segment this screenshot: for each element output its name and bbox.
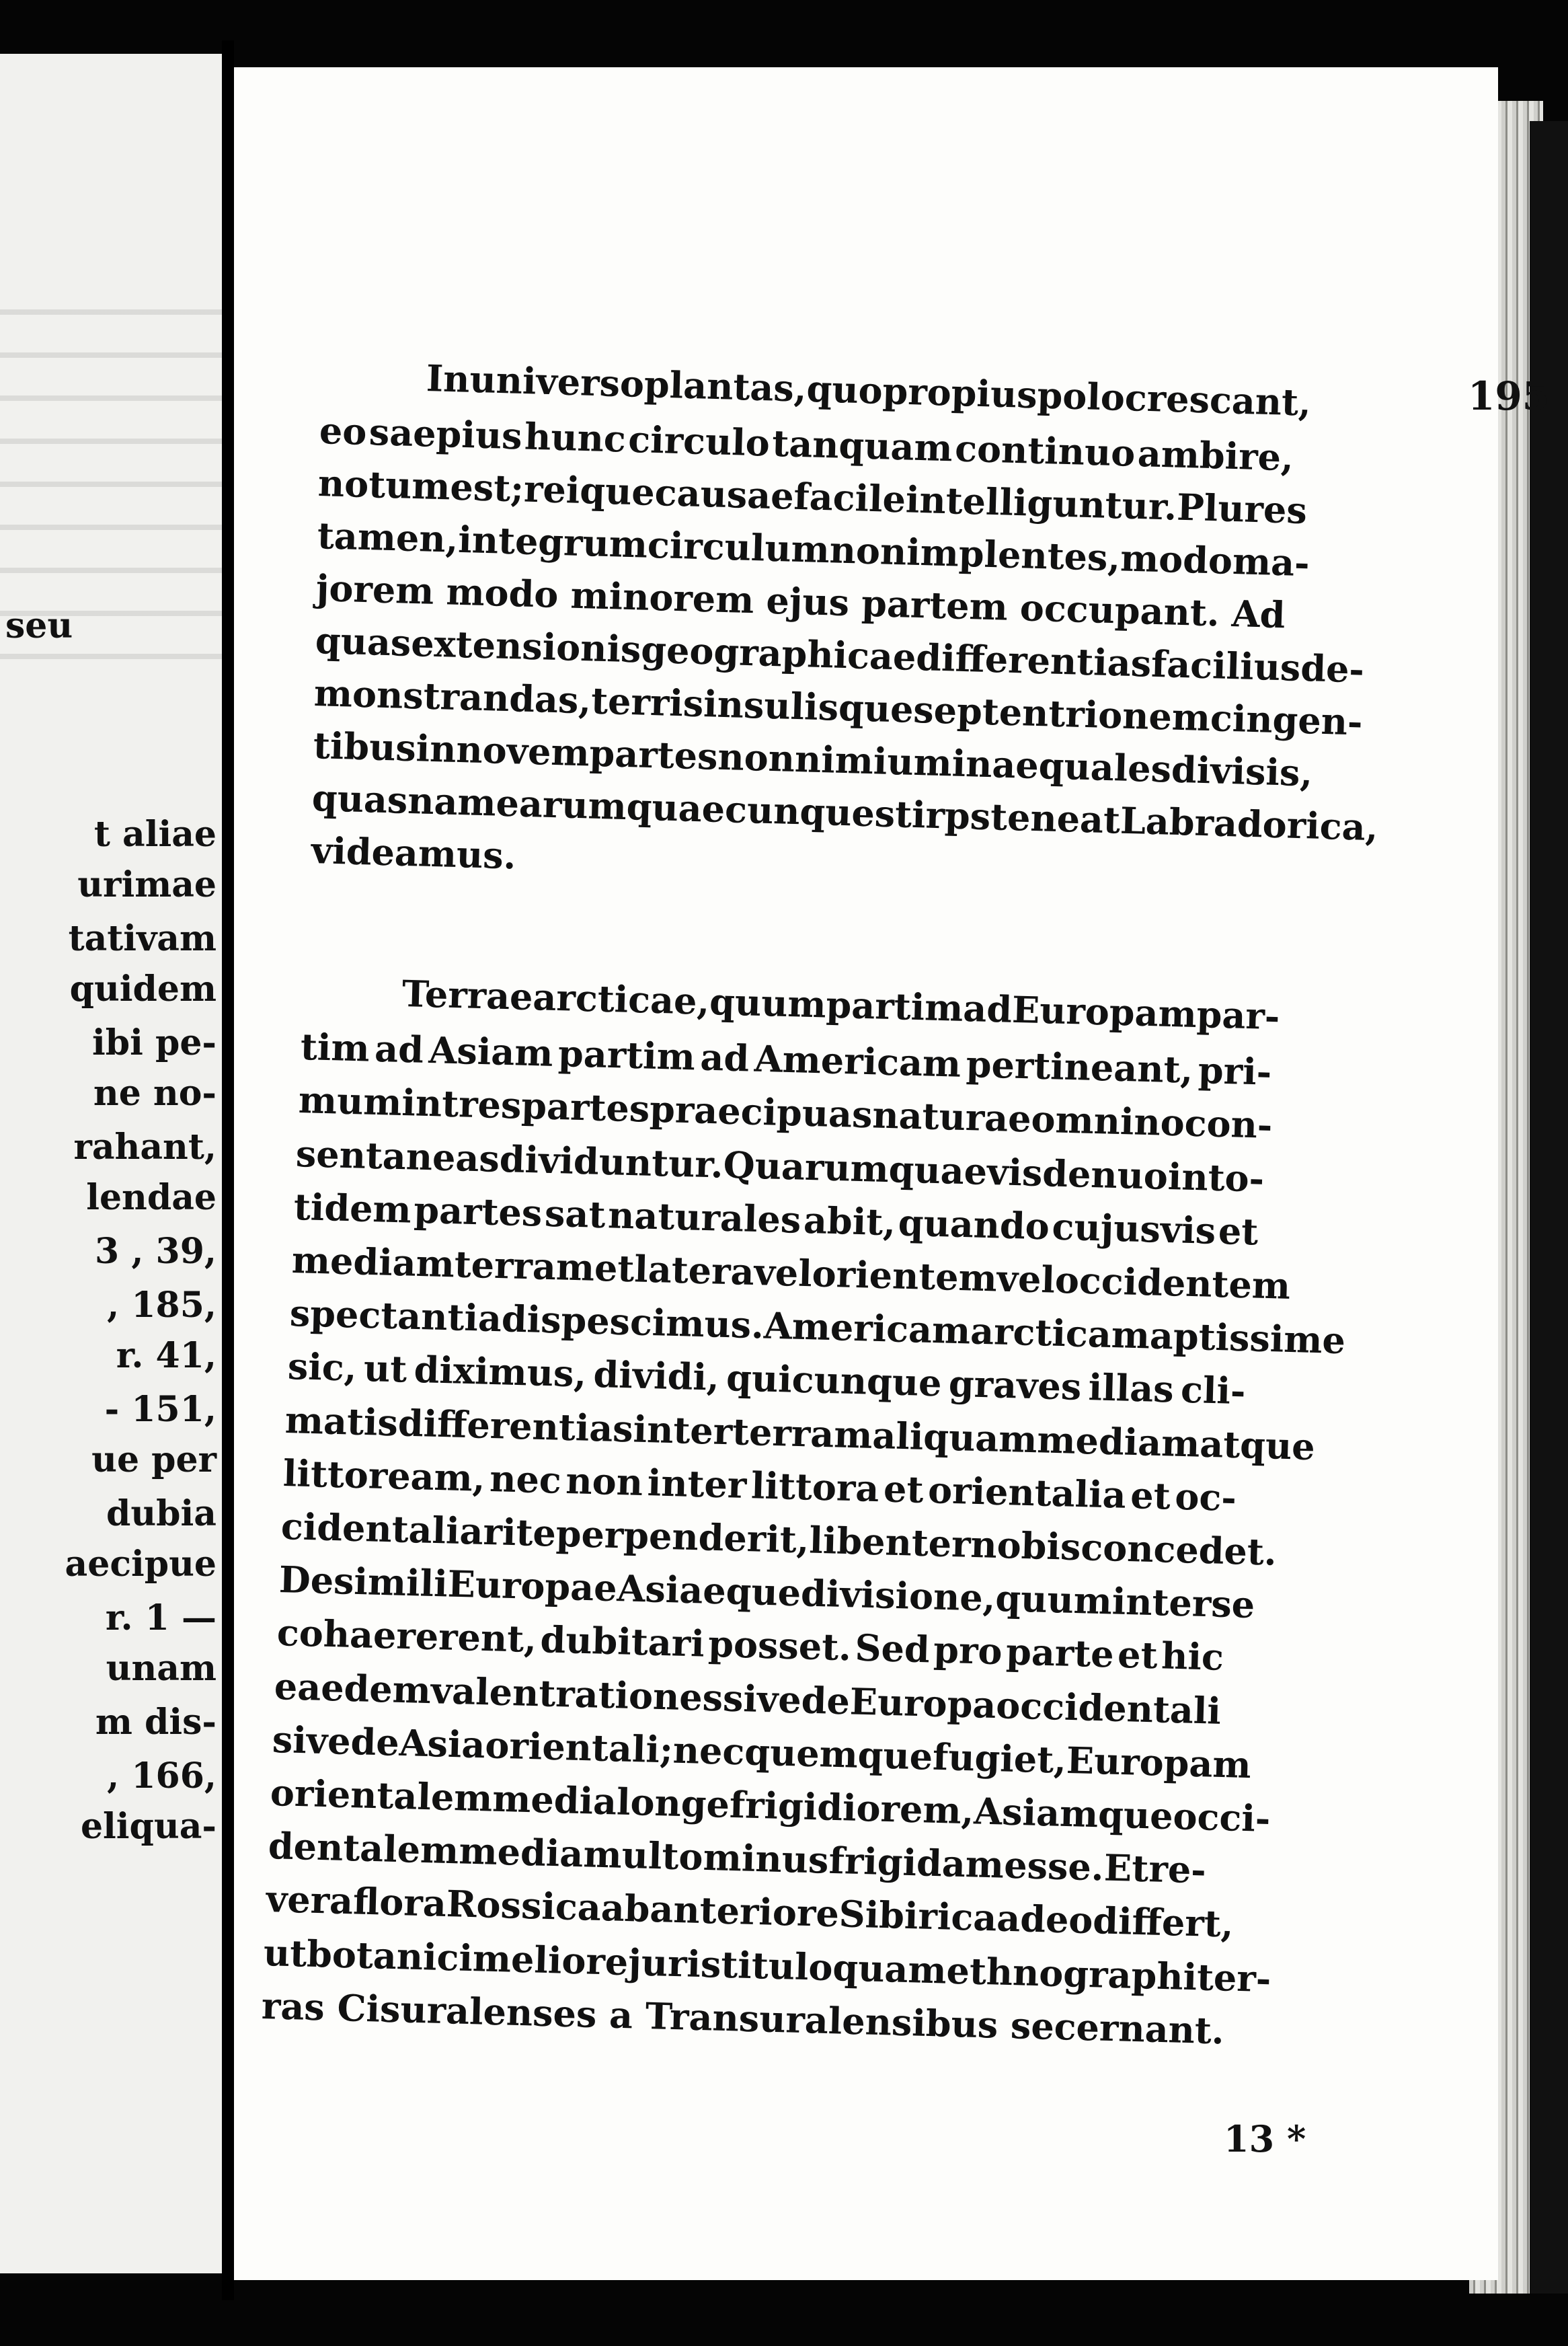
p2-line: ras Cisuralenses a Transuralensibus secernant.: [261, 1983, 1225, 2053]
p2-line: cohaererent, dubitari posset. Sed pro parte et hic: [276, 1611, 1224, 1679]
p1-line: notum est; reique causae facile intelliguntur. Plures: [317, 461, 1308, 533]
p2-line: spectantia dispescimus. Americam arcticam aptissime: [288, 1291, 1346, 1363]
left-page-line: - 151,: [104, 1389, 217, 1430]
left-page-line: ibi pe-: [92, 1022, 217, 1063]
p2-line: vera flora Rossica ab anteriore Sibirica adeo differt,: [265, 1877, 1234, 1946]
p2-line: Terrae arcticae, quum partim ad Europam par-: [401, 972, 1281, 1038]
p2-line: eaedem valent rationes sive de Europa occidentali: [274, 1664, 1222, 1733]
p1-line: tamen, integrum circulum non implentes, modo ma-: [316, 514, 1310, 585]
p2-line: tim ad Asiam partim ad Americam pertineant, pri-: [299, 1025, 1272, 1094]
p1-line: tibus in novem partes non nimium inaequales divisis,: [312, 724, 1313, 795]
p1-line: jorem modo minorem ejus partem occupant. Ad: [315, 566, 1286, 637]
p1-line: eo saepius hunc circulo tanquam continuo ambire,: [318, 409, 1294, 480]
left-page-line: lendae: [86, 1177, 217, 1218]
p2-line: matis differentias inter terram aliquam mediam atque: [284, 1398, 1316, 1468]
left-page-line: aecipue: [65, 1544, 217, 1585]
p2-line: tidem partes sat naturales abit, quando cujusvis et: [293, 1184, 1259, 1254]
page-number: 195: [1468, 373, 1550, 419]
p1-line: quas extensionis geographicae differentias facilius de-: [314, 619, 1365, 691]
book-gutter: [222, 40, 234, 2300]
left-page-line: m dis-: [95, 1702, 217, 1743]
left-page-line: ne no-: [93, 1073, 217, 1114]
p1-line: videamus.: [310, 829, 516, 878]
left-page-line: quidem: [69, 969, 217, 1010]
left-page-line: r. 41,: [116, 1335, 217, 1376]
left-page-line: seu: [5, 605, 73, 646]
p2-line: sentaneas dividuntur. Quarum quaevis denuo in to-: [295, 1131, 1265, 1201]
left-page-line: unam: [106, 1648, 217, 1689]
left-page-line: r. 1 —: [105, 1597, 217, 1638]
p2-line: cidentalia rite perpenderit, libenter nobis concedet.: [280, 1505, 1278, 1574]
p1-line: In universo plantas, quo propius polo crescant,: [426, 356, 1312, 424]
left-page-line: t aliae: [93, 814, 217, 855]
left-page-line: dubia: [106, 1493, 217, 1534]
p2-line: sic, ut diximus, dividi, quicunque graves illas cli-: [286, 1345, 1246, 1413]
p2-line: ut botanici meliore juris titulo quam ethnographi ter-: [263, 1930, 1272, 2000]
page-edges-shadow: [1530, 121, 1568, 2294]
left-page-line: , 185,: [107, 1285, 217, 1326]
left-page-line: eliqua-: [80, 1806, 217, 1847]
p2-line: mum in tres partes praecipuas naturae omnino con-: [297, 1078, 1273, 1147]
left-page-line: 3 , 39,: [95, 1231, 217, 1272]
p2-line: orientalem media longe frigidiorem, Asiamque occi-: [270, 1771, 1271, 1840]
p2-line: littoream, nec non inter littora et orientalia et oc-: [282, 1451, 1237, 1519]
left-page-line: urimae: [77, 864, 217, 905]
p2-line: dentalem media multo minus frigidam esse. Et re-: [267, 1824, 1207, 1892]
main-page: [234, 67, 1550, 2280]
p1-line: quasnam earum quaecunque stirps teneat Labradorica,: [311, 776, 1379, 849]
p2-line: mediam terram et latera vel orientem vel occidentem: [291, 1238, 1291, 1308]
signature-mark: 13 *: [1224, 2117, 1306, 2160]
left-page-line: ue per: [91, 1439, 217, 1480]
p2-line: De simili Europae Asiaeque divisione, quum inter se: [278, 1558, 1255, 1627]
left-page-line: rahant,: [73, 1127, 217, 1168]
p1-line: monstrandas, terris insulisque septentrionem cingen-: [313, 671, 1364, 744]
p2-line: sive de Asia orientali; nec quemque fugiet, Europam: [272, 1717, 1252, 1786]
left-page-line: , 166,: [107, 1755, 217, 1796]
left-page-line: tativam: [68, 918, 217, 959]
previous-page-fragment: [0, 54, 222, 2273]
